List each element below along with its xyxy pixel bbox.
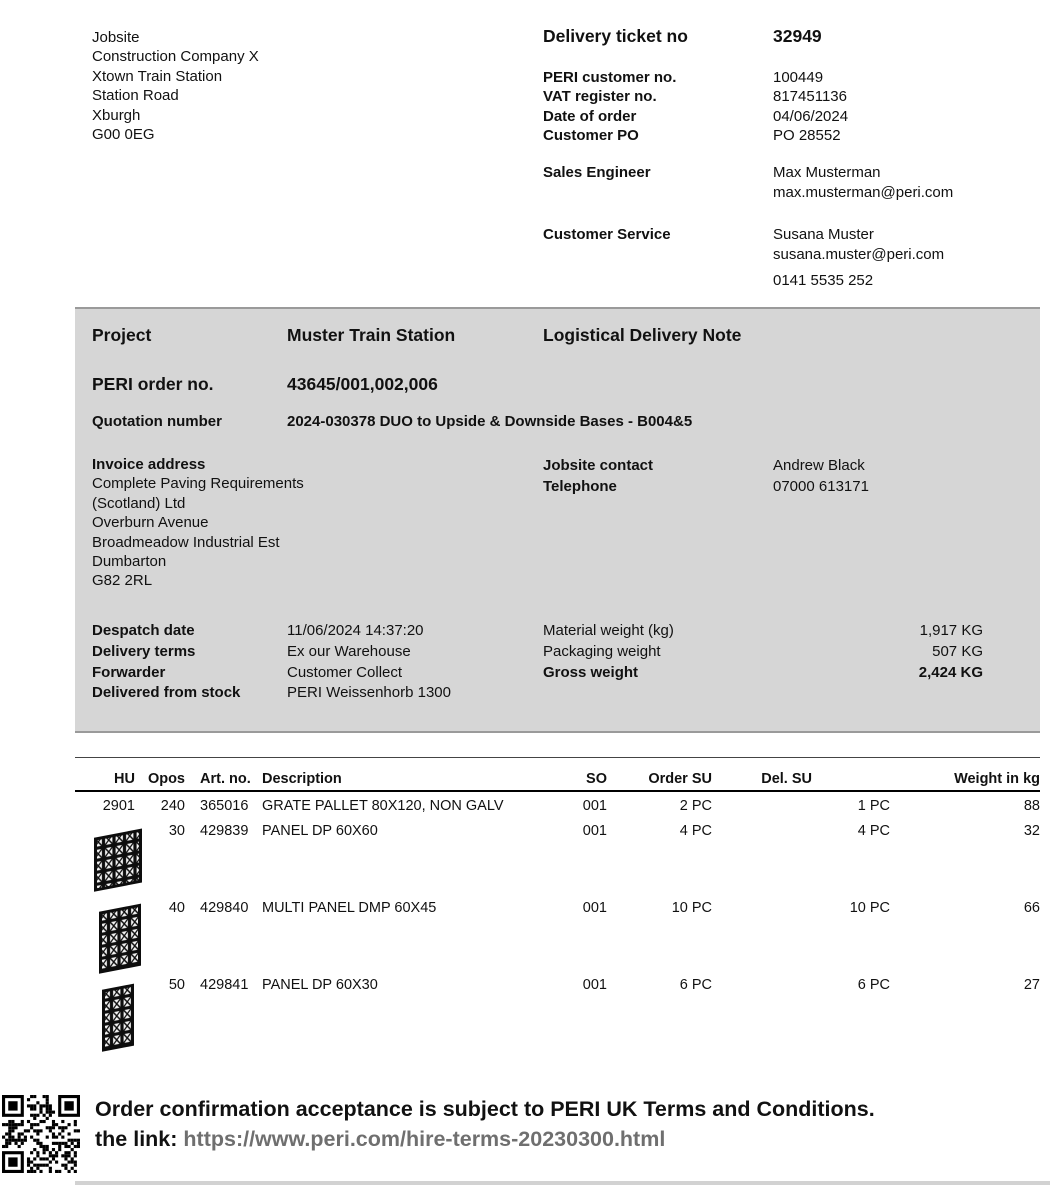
col-header-del-su: Del. SU (761, 771, 812, 787)
sales-engineer-contact (773, 163, 1040, 204)
date-of-order-value: 04/06/2024 (773, 107, 849, 125)
formwork-panel-narrow-icon (101, 980, 139, 1054)
terms-line1: Order confirmation acceptance is subject to PERI UK Terms and Conditions. (95, 1097, 875, 1121)
cell-description: PANEL DP 60X30 (262, 977, 378, 993)
cell-so: 001 (582, 900, 607, 916)
despatch-date-label: Despatch date (92, 622, 195, 639)
cell-description: GRATE PALLET 80X120, NON GALV (262, 798, 504, 814)
peri-order-no-value: 43645/001,002,006 (287, 374, 438, 394)
cell-art-no: 429840 (200, 900, 249, 916)
hire-terms-link[interactable]: https://www.peri.com/hire-terms-20230300.html (183, 1127, 666, 1151)
customer-service-label: Customer Service (543, 225, 671, 243)
forwarder-label: Forwarder (92, 663, 166, 681)
delivery-ticket-label: Delivery ticket no (543, 26, 688, 46)
customer-po-value: PO 28552 (773, 127, 841, 145)
jobsite-city: Xburgh (92, 106, 141, 124)
jobsite-contact-row (543, 455, 869, 476)
customer-service-name: Susana Muster (773, 225, 874, 243)
forwarder-row (92, 663, 451, 684)
col-header-opos: Opos (147, 771, 185, 787)
cell-so: 001 (582, 977, 607, 993)
cell-order-su: 2 PC (679, 798, 712, 814)
jobsite-contact-label: Jobsite contact (543, 457, 654, 474)
customer-service-phone: 0141 5535 252 (773, 271, 874, 289)
delivery-terms-row (92, 642, 451, 663)
sales-engineer-name: Max Musterman (773, 163, 881, 181)
cell-opos: 40 (168, 900, 185, 916)
invoice-address-line: Broadmeadow Industrial Est (92, 533, 280, 551)
jobsite-label: Jobsite (92, 29, 140, 46)
col-header-so: SO (586, 771, 607, 787)
peri-customer-no-label: PERI customer no. (543, 69, 677, 86)
project-value: Muster Train Station (287, 325, 456, 345)
col-header-art-no: Art. no. (200, 771, 251, 787)
delivery-ticket-row (543, 26, 1040, 47)
formwork-panel-square-icon (93, 826, 145, 894)
quotation-value-wrap (287, 413, 692, 430)
invoice-address-line: (Scotland) Ltd (92, 494, 186, 512)
delivered-from-stock-label: Delivered from stock (92, 684, 241, 702)
quotation-label-wrap (92, 413, 222, 430)
cell-del-su: 4 PC (857, 823, 890, 839)
customer-service-email: susana.muster@peri.com (773, 246, 945, 264)
invoice-address-line: G82 2RL (92, 572, 153, 590)
delivery-terms-value: Ex our Warehouse (287, 642, 411, 660)
cell-art-no: 429841 (200, 977, 249, 993)
terms-link-prefix: the link: (95, 1127, 184, 1151)
cell-order-su: 6 PC (679, 977, 712, 993)
cell-so: 001 (582, 823, 607, 839)
despatch-date-value: 11/06/2024 14:37:20 (287, 622, 424, 639)
cell-hu: 2901 (102, 798, 135, 814)
forwarder-value: Customer Collect (287, 663, 403, 681)
terms-line2 (95, 1124, 1045, 1154)
cell-description: MULTI PANEL DMP 60X45 (262, 900, 437, 916)
telephone-row (543, 476, 869, 497)
peri-order-no-label: PERI order no. (92, 374, 214, 394)
terms-footer (95, 1094, 1045, 1154)
quotation-number-label: Quotation number (92, 413, 222, 430)
gross-weight-row (543, 663, 983, 684)
jobsite-street: Station Road (92, 87, 179, 105)
peri-customer-no-value: 100449 (773, 69, 824, 86)
col-header-hu: HU (114, 771, 135, 787)
project-label-wrap (92, 325, 151, 346)
field-row (543, 126, 1040, 145)
delivered-from-stock-value: PERI Weissenhorb 1300 (287, 684, 451, 702)
table-row (75, 971, 1040, 1063)
order-summary-panel (75, 307, 1040, 733)
items-table (75, 757, 1040, 1063)
ticket-fields (543, 68, 1040, 146)
material-weight-row (543, 621, 983, 642)
delivered-from-stock-row (92, 683, 451, 704)
cell-opos: 30 (168, 823, 185, 839)
packaging-weight-value: 507 KG (932, 642, 983, 660)
invoice-address-line: Complete Paving Requirements (92, 475, 304, 493)
cell-del-su: 6 PC (857, 977, 890, 993)
telephone-value: 07000 613171 (773, 478, 869, 495)
table-row (75, 894, 1040, 971)
field-row (543, 87, 1040, 106)
packaging-weight-row (543, 642, 983, 663)
table-row (75, 817, 1040, 894)
jobsite-address-block (92, 28, 259, 144)
invoice-address-block (92, 455, 304, 591)
jobsite-site: Xtown Train Station (92, 67, 223, 85)
cell-art-no: 429839 (200, 823, 249, 839)
project-label: Project (92, 325, 152, 345)
jobsite-postcode: G00 0EG (92, 126, 155, 144)
invoice-address-line: Overburn Avenue (92, 514, 209, 532)
delivery-ticket-number: 32949 (773, 26, 822, 46)
packaging-weight-label: Packaging weight (543, 642, 661, 660)
material-weight-label: Material weight (kg) (543, 622, 674, 639)
field-row (543, 107, 1040, 126)
customer-po-label: Customer PO (543, 127, 639, 145)
cell-weight: 27 (1023, 977, 1040, 993)
jobsite-contact-block (543, 455, 869, 497)
cell-opos: 50 (168, 977, 185, 993)
project-value-wrap (287, 325, 455, 346)
ticket-header-block (543, 26, 1040, 291)
cell-opos: 240 (160, 798, 185, 814)
col-header-description: Description (262, 771, 342, 787)
customer-service-contact (773, 225, 1040, 292)
qr-code (2, 1095, 80, 1173)
order-no-value-wrap (287, 374, 438, 395)
cell-so: 001 (582, 798, 607, 814)
date-of-order-label: Date of order (543, 107, 637, 125)
col-header-weight: Weight in kg (954, 771, 1040, 787)
cell-del-su: 1 PC (857, 798, 890, 814)
quotation-number-value: 2024-030378 DUO to Upside & Downside Bases - B004&5 (287, 413, 693, 430)
order-no-label-wrap (92, 374, 214, 395)
sales-engineer-row (543, 163, 1040, 204)
vat-register-no-value: 817451136 (773, 88, 847, 106)
document-type-title: Logistical Delivery Note (543, 325, 742, 345)
cell-del-su: 10 PC (849, 900, 890, 916)
despatch-block (92, 621, 451, 704)
sales-engineer-email: max.musterman@peri.com (773, 184, 954, 202)
cell-weight: 32 (1023, 823, 1040, 839)
invoice-address-line: Dumbarton (92, 553, 167, 571)
cell-art-no: 365016 (200, 798, 249, 814)
sales-engineer-label: Sales Engineer (543, 163, 651, 181)
cell-description: PANEL DP 60X60 (262, 823, 378, 839)
jobsite-company: Construction Company X (92, 48, 259, 66)
page-bottom-divider (75, 1181, 1050, 1185)
telephone-label: Telephone (543, 478, 617, 495)
items-table-header (75, 757, 1040, 792)
vat-register-no-label: VAT register no. (543, 88, 657, 106)
table-row (75, 792, 1040, 817)
field-row (543, 68, 1040, 87)
formwork-panel-tall-icon (98, 901, 144, 977)
gross-weight-value: 2,424 KG (918, 663, 983, 681)
weights-block (543, 621, 983, 683)
note-title-wrap (543, 325, 741, 346)
gross-weight-label: Gross weight (543, 663, 639, 681)
col-header-order-su: Order SU (648, 771, 712, 787)
customer-service-row (543, 225, 1040, 292)
material-weight-value: 1,917 KG (919, 622, 983, 639)
invoice-address-label: Invoice address (92, 456, 206, 473)
despatch-date-row (92, 621, 451, 642)
cell-weight: 66 (1023, 900, 1040, 916)
delivery-terms-label: Delivery terms (92, 642, 196, 660)
cell-order-su: 4 PC (679, 823, 712, 839)
jobsite-contact-value: Andrew Black (773, 457, 865, 474)
cell-weight: 88 (1023, 798, 1040, 814)
cell-order-su: 10 PC (671, 900, 712, 916)
